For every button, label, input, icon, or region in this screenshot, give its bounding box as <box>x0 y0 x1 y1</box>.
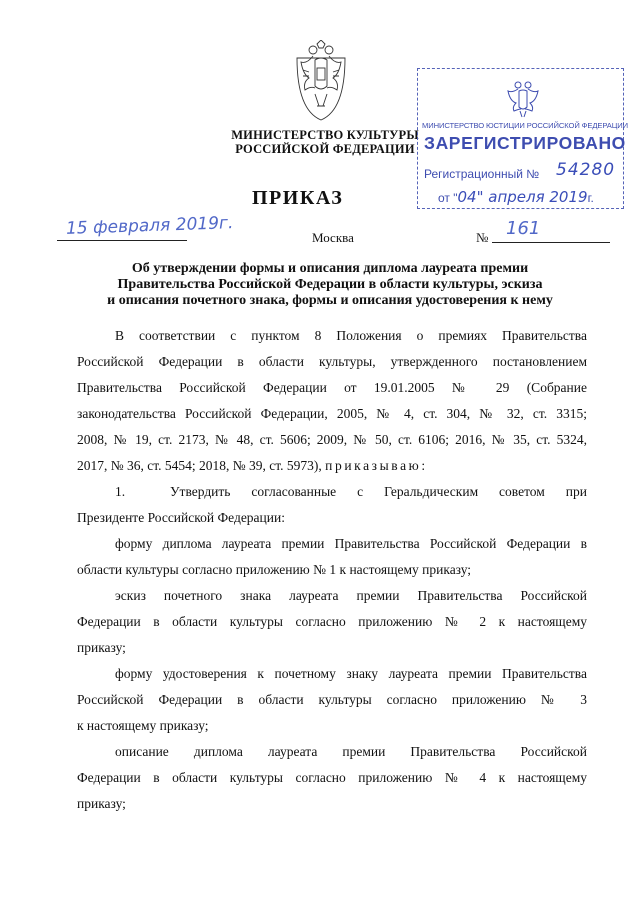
body-line: приказу; <box>77 640 126 655</box>
body-line: В соответствии с пунктом 8 Положения о премиях Правительства <box>115 328 587 343</box>
title-line-2: Правительства Российской Федерации в области культуры, эскиза <box>117 277 543 292</box>
number-underline <box>492 242 610 243</box>
body-line: Федерации в области культуры согласно приложению № 4 к настоящему <box>77 770 587 785</box>
body-line: Российской Федерации в области культуры согласно приложению № 3 <box>77 692 587 707</box>
title-line-1: Об утверждении формы и описания диплома лауреата премии <box>131 261 529 276</box>
body-line: к настоящему приказу; <box>77 718 209 733</box>
stamp-reg-label: Регистрационный № <box>424 167 540 181</box>
stamp-reg-number: 54280 <box>556 160 616 180</box>
registration-stamp <box>417 68 628 209</box>
body-line: Федерации в области культуры согласно приложению № 2 к настоящему <box>77 614 587 629</box>
stamp-date-prefix: от " <box>438 191 458 205</box>
number-label: № <box>476 230 489 245</box>
body-line: форму удостоверения к почетному знаку лауреата премии Правительства <box>115 666 587 681</box>
title-line-3: и описания почетного знака, формы и описания удостоверения к нему <box>107 293 553 308</box>
stamp-date: 04" апреля 2019 <box>457 188 588 206</box>
body-line: приказу; <box>77 796 126 811</box>
body-line: Российской Федерации в области культуры, утвержденного постановлением <box>77 354 587 369</box>
stamp-ministry: МИНИСТЕРСТВО ЮСТИЦИИ РОССИЙСКОЙ ФЕДЕРАЦИИ <box>422 121 628 130</box>
body-line: Правительства Российской Федерации от 19.01.2005 № 29 (Собрание <box>77 380 587 395</box>
ministry-line-1: МИНИСТЕРСТВО КУЛЬТУРЫ <box>231 128 419 142</box>
body-line <box>77 479 587 505</box>
body-line: 2008, № 19, ст. 2173, № 48, ст. 5606; 2009, № 50, ст. 6106; 2016, № 35, ст. 5324, <box>77 432 587 447</box>
body-line: Президенте Российской Федерации: <box>77 510 285 525</box>
item-number: 1. <box>115 484 126 499</box>
stamp-eagle-icon <box>506 79 540 119</box>
body-line <box>77 453 587 479</box>
stamp-date-suffix: г. <box>587 191 594 205</box>
body-line: эскиз почетного знака лауреата премии Правительства Российской <box>115 588 587 603</box>
order-number: 161 <box>506 218 541 239</box>
body-text: 2017, № 36, ст. 5454; 2018, № 39, ст. 5973), <box>77 458 322 473</box>
document-body <box>77 323 587 817</box>
body-text: Утвердить согласованные с Геральдическим советом при <box>170 484 587 499</box>
body-line: области культуры согласно приложению № 1 к настоящему приказу; <box>77 562 472 577</box>
stamp-date-row <box>438 188 594 206</box>
ministry-name <box>225 128 425 156</box>
document-title <box>60 261 600 309</box>
date-underline <box>57 240 187 241</box>
ministry-line-2: РОССИЙСКОЙ ФЕДЕРАЦИИ <box>235 142 415 156</box>
coat-of-arms-icon <box>293 40 349 124</box>
order-date: 15 февраля 2019г. <box>65 213 234 239</box>
body-line: законодательства Российской Федерации, 2005, № 4, ст. 304, № 32, ст. 3315; <box>77 406 587 421</box>
document-type: ПРИКАЗ <box>252 187 344 209</box>
body-line: описание диплома лауреата премии Правительства Российской <box>115 744 587 759</box>
order-word: приказываю: <box>325 458 428 473</box>
body-line: форму диплома лауреата премии Правительства Российской Федерации в <box>115 536 587 551</box>
stamp-status: ЗАРЕГИСТРИРОВАНО <box>424 133 626 153</box>
city: Москва <box>312 230 354 245</box>
